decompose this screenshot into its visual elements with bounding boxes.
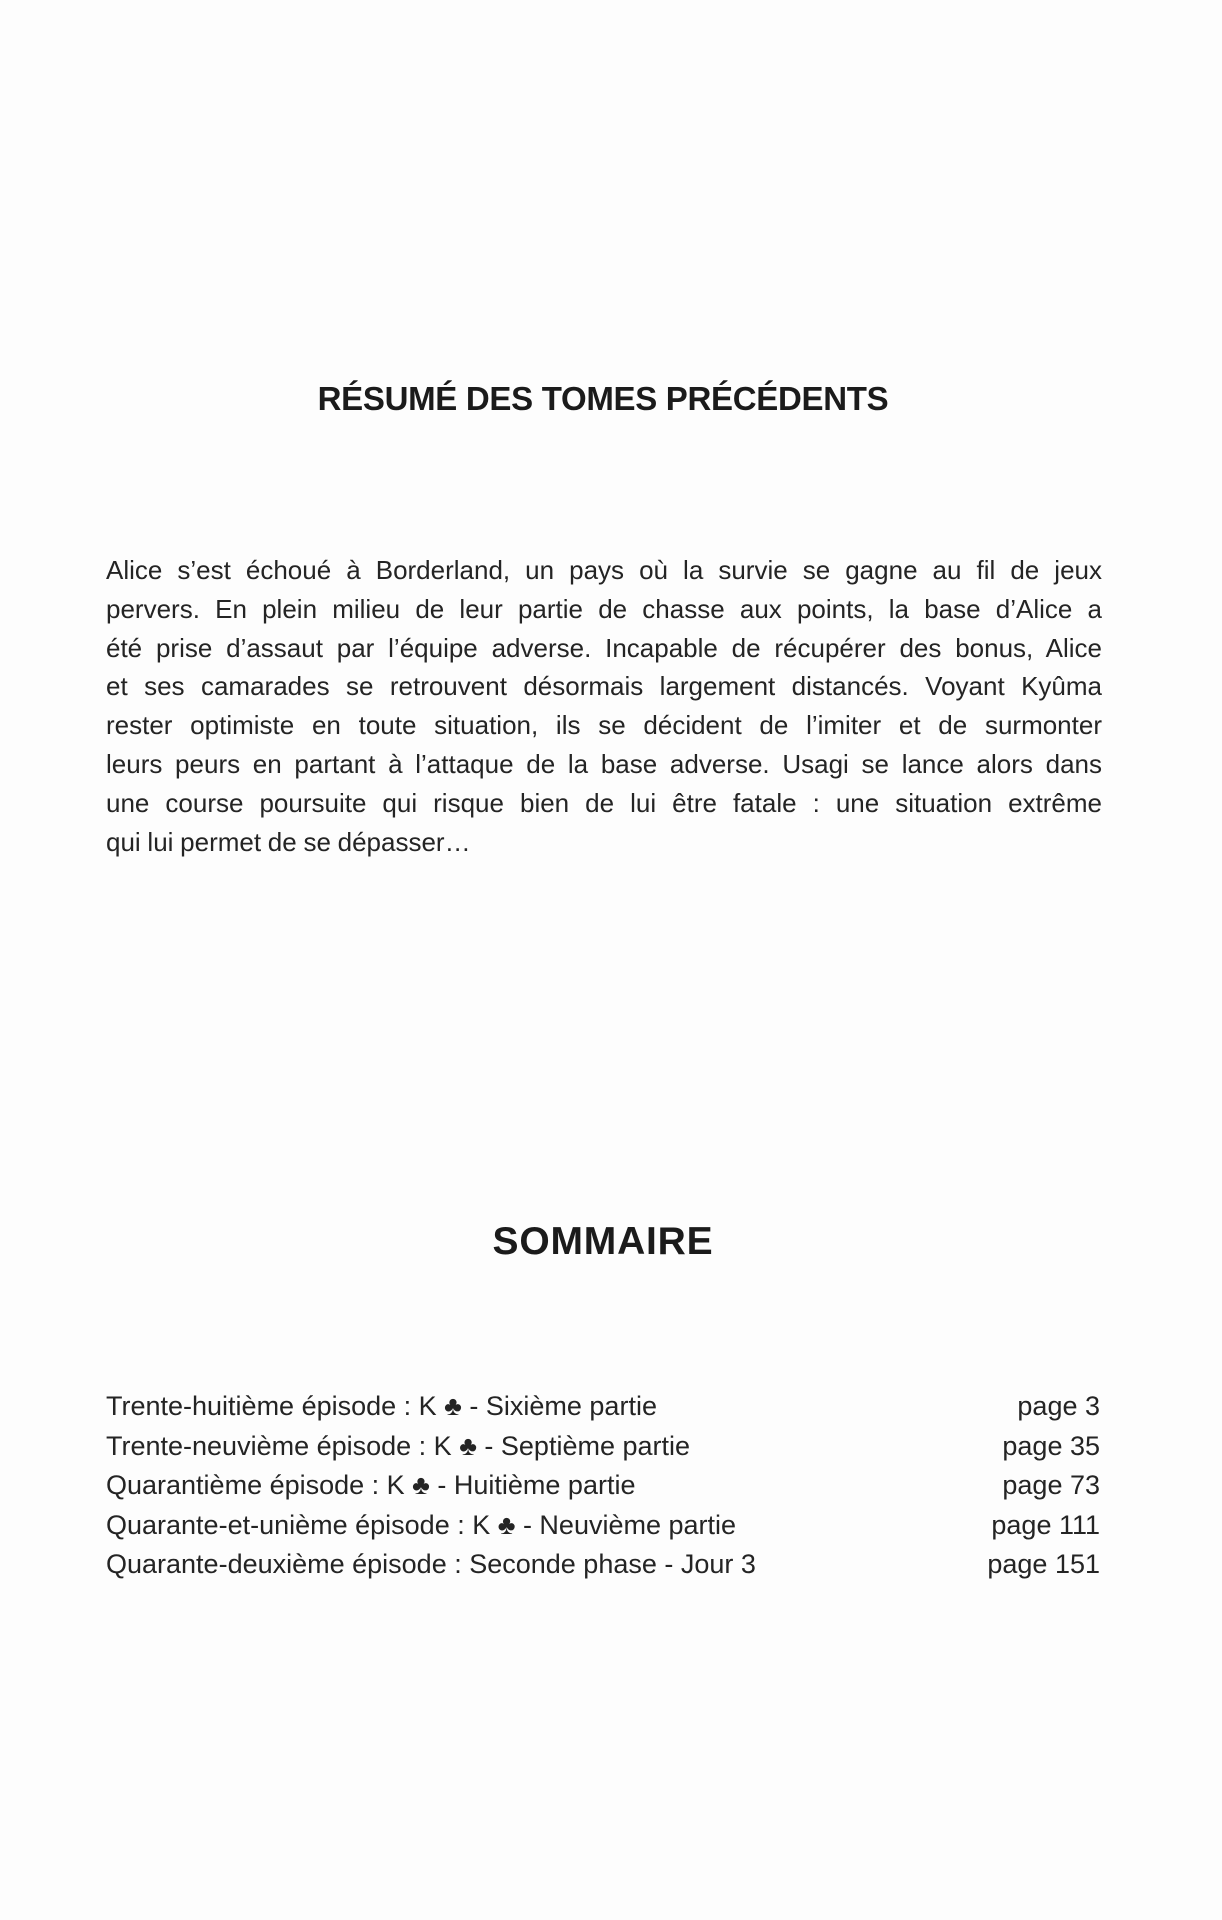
toc-entry-page: page 151 (987, 1549, 1100, 1580)
toc-entry-page: page 35 (1002, 1430, 1100, 1461)
toc-entry-title: Quarante-et-unième épisode : K ♣ - Neuvième partie (106, 1509, 737, 1540)
toc-entry-page: page 3 (1017, 1391, 1100, 1421)
toc-entry-title: Quarantième épisode : K ♣ - Huitième partie (106, 1470, 636, 1501)
toc-entry-page: page 73 (1002, 1470, 1100, 1501)
toc (106, 1387, 1100, 1585)
summary-line: qui lui permet de se dépasser… (106, 826, 471, 857)
summary-line: une course poursuite qui risque bien de lui être fatale : une situation extrême (106, 787, 1102, 818)
resume-heading: RÉSUMÉ DES TOMES PRÉCÉDENTS (317, 380, 889, 417)
toc-entry-page: page 111 (991, 1509, 1100, 1540)
toc-entry (106, 1427, 1100, 1467)
summary-paragraph (106, 551, 1102, 861)
summary-line: pervers. En plein milieu de leur partie de chasse aux points, la base d’Alice a (106, 593, 1102, 624)
toc-entry-title: Quarante-deuxième épisode : Seconde phase - Jour 3 (106, 1549, 756, 1580)
summary-line: rester optimiste en toute situation, ils se décident de l’imiter et de surmonter (106, 710, 1102, 741)
toc-entry-title: Trente-huitième épisode : K ♣ - Sixième partie (106, 1391, 657, 1421)
toc-entry (106, 1506, 1100, 1546)
sommaire-heading: SOMMAIRE (492, 1220, 714, 1263)
summary-line: été prise d’assaut par l’équipe adverse. Incapable de récupérer des bonus, Alice (106, 632, 1102, 663)
toc-entry (106, 1466, 1100, 1506)
summary-line: Alice s’est échoué à Borderland, un pays où la survie se gagne au fil de jeux (106, 555, 1102, 585)
toc-entry (106, 1545, 1100, 1585)
summary-line: et ses camarades se retrouvent désormais largement distancés. Voyant Kyûma (106, 671, 1102, 702)
toc-entry-title: Trente-neuvième épisode : K ♣ - Septième partie (106, 1430, 691, 1461)
toc-entry (106, 1387, 1100, 1427)
summary-line: leurs peurs en partant à l’attaque de la base adverse. Usagi se lance alors dans (106, 748, 1102, 779)
